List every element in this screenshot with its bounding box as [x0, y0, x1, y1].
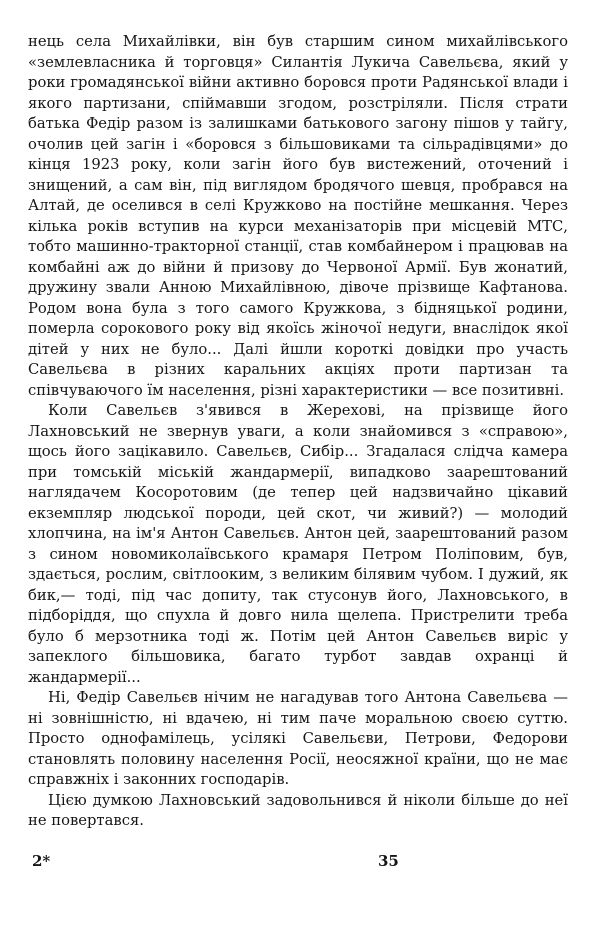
- page-number: 35: [378, 852, 399, 870]
- paragraph-1: нець села Михайлівки, він був старшим сином михайлівського «землевласника й торговця» Силантія Лукича Савельєва, який у роки громадянської війни активно боровся проти Радянської влади і якого партизани, спіймавши згодом, розстріляли. Після страти батька Федір разом із залишками батькового загону пішов у тайгу, очолив цей загін і «боровся з більшовиками та сільрадівцями» до кінця 1923 року, коли загін його був вистежений, оточений і знищений, а сам він, під виглядом бродячого шевця, пробрався на Алтай, де оселився в селі Кружково на постійне мешкання. Через кілька років вступив на курси механізаторів при місцевій МТС, тобто машинно-тракторної станції, став комбайнером і працював на комбайні аж до війни й призову до Червоної Армії. Був жонатий, дружину звали Анною Михайлівною, дівоче прізвище Кафтанова. Родом вона була з того самого Кружкова, з бідняцької родини, померла сорокового року від якоїсь жіночої недуги, внаслідок якої дітей у них не було... Далі йшли короткі довідки про участь Савельєва в різних каральних акціях проти партизан та співчуваючого їм населення, різні характеристики — все позитивні.: [28, 33, 568, 399]
- signature-mark: 2*: [32, 852, 51, 870]
- page-text: [28, 32, 568, 832]
- paragraph-2: Коли Савельєв з'явився в Жерехові, на прізвище його Лахновський не звернув уваги, а коли знайомився з «справою», щось його зацікавило. Савельєв, Сибір... Згадалася слідча камера при томській міській жандармерії, випадково заарештований наглядачем Косоротовим (де тепер цей надзвичайно цікавий екземпляр людської породи, цей скот, чи живий?) — молодий хлопчина, на ім'я Антон Савельєв. Антон цей, заарештований разом з сином новомиколаївського крамаря Петром Поліповим, був, здається, рослим, світлооким, з великим білявим чубом. І дужий, як бик,— тоді, під час допиту, так стусонув його, Лахновського, в підборіддя, що спухла й довго нила щелепа. Пристрелити треба було б мерзотника тоді ж. Потім цей Антон Савельєв виріс у запеклого більшовика, багато турбот завдав охранці й жандармерії...: [28, 402, 568, 686]
- page-footer: [28, 852, 568, 876]
- paragraph-3: Ні, Федір Савельєв нічим не нагадував того Антона Савельєва — ні зовнішністю, ні вдачею, ні тим паче моральною своєю суттю. Просто однофамілець, усілякі Савельєви, Петрови, Федорови становлять половину населення Росії, неосяжної країни, що не має справжніх і законних господарів.: [28, 689, 568, 788]
- paragraph-4: Цією думкою Лахновський задовольнився й ніколи більше до неї не повертався.: [28, 791, 568, 829]
